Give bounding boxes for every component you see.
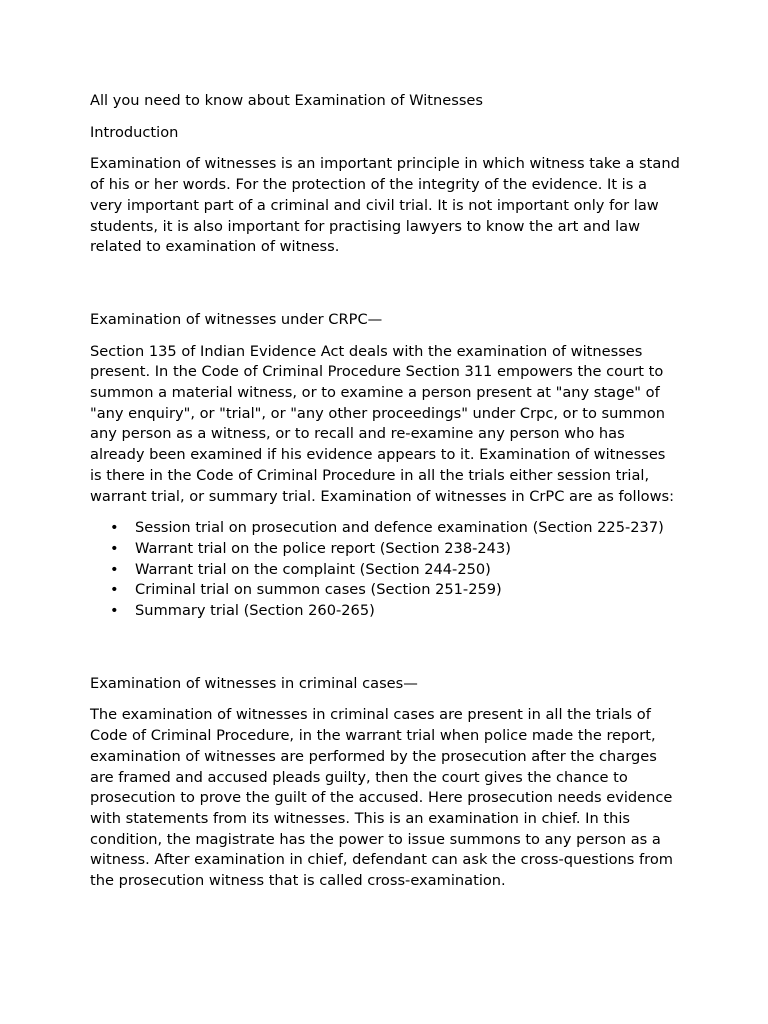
intro-paragraph: Examination of witnesses is an important principle in which witness take a stand of his or her words. For the protection of the integrity of the evidence. It is a very important part of a criminal and civil trial. It is not important only for law students, it is also important for practising lawyers to know the art and law related to examination of witness. [90,155,680,256]
document-title: All you need to know about Examination of Witnesses [90,92,483,109]
crpc-heading: Examination of witnesses under CRPC— [90,310,383,328]
criminal-cases-paragraph: The examination of witnesses in criminal cases are present in all the trials of Code of Criminal Procedure, in the warrant trial when police made the report, examination of witnesses are performed by the prosecution after the charges are framed and accused pleads guilty, then the court gives the chance to prosecution to prove the guilt of the accused. Here prosecution needs evidence with statements from its witnesses. This is an examination in chief. In this condition, the magistrate has the power to issue summons to any person as a witness. After examination in chief, defendant can ask the cross-questions from the prosecution witness that is called cross-examination. [90,706,673,890]
list-item: • Warrant trial on the complaint (Section 244-250) [135,560,680,581]
intro-heading: Introduction [90,123,179,141]
crpc-paragraph: Section 135 of Indian Evidence Act deals with the examination of witnesses present. In the Code of Criminal Procedure Section 311 empowers the court to summon a material witness, or to examine a person present at "any stage" of "any enquiry", or "trial", or "any other proceedings" under Crpc, or to summon any person as a witness, or to recall and re-examine any person who has already been examined if his evidence appears to it. Examination of witnesses is there in the Code of Criminal Procedure in all the trials either session trial, warrant trial, or summary trial. Examination of witnesses in CrPC are as follows: [90,342,675,505]
list-item: • Criminal trial on summon cases (Section 251-259) [135,580,680,601]
crpc-trial-list [90,518,680,622]
criminal-cases-heading: Examination of witnesses in criminal cases— [90,674,418,692]
list-item: • Summary trial (Section 260-265) [135,601,680,622]
section-spacer [90,269,680,310]
list-item: • Warrant trial on the police report (Section 238-243) [135,539,680,560]
list-item: • Session trial on prosecution and defence examination (Section 225-237) [135,518,680,539]
section-spacer [90,633,680,674]
document-page [90,91,680,903]
